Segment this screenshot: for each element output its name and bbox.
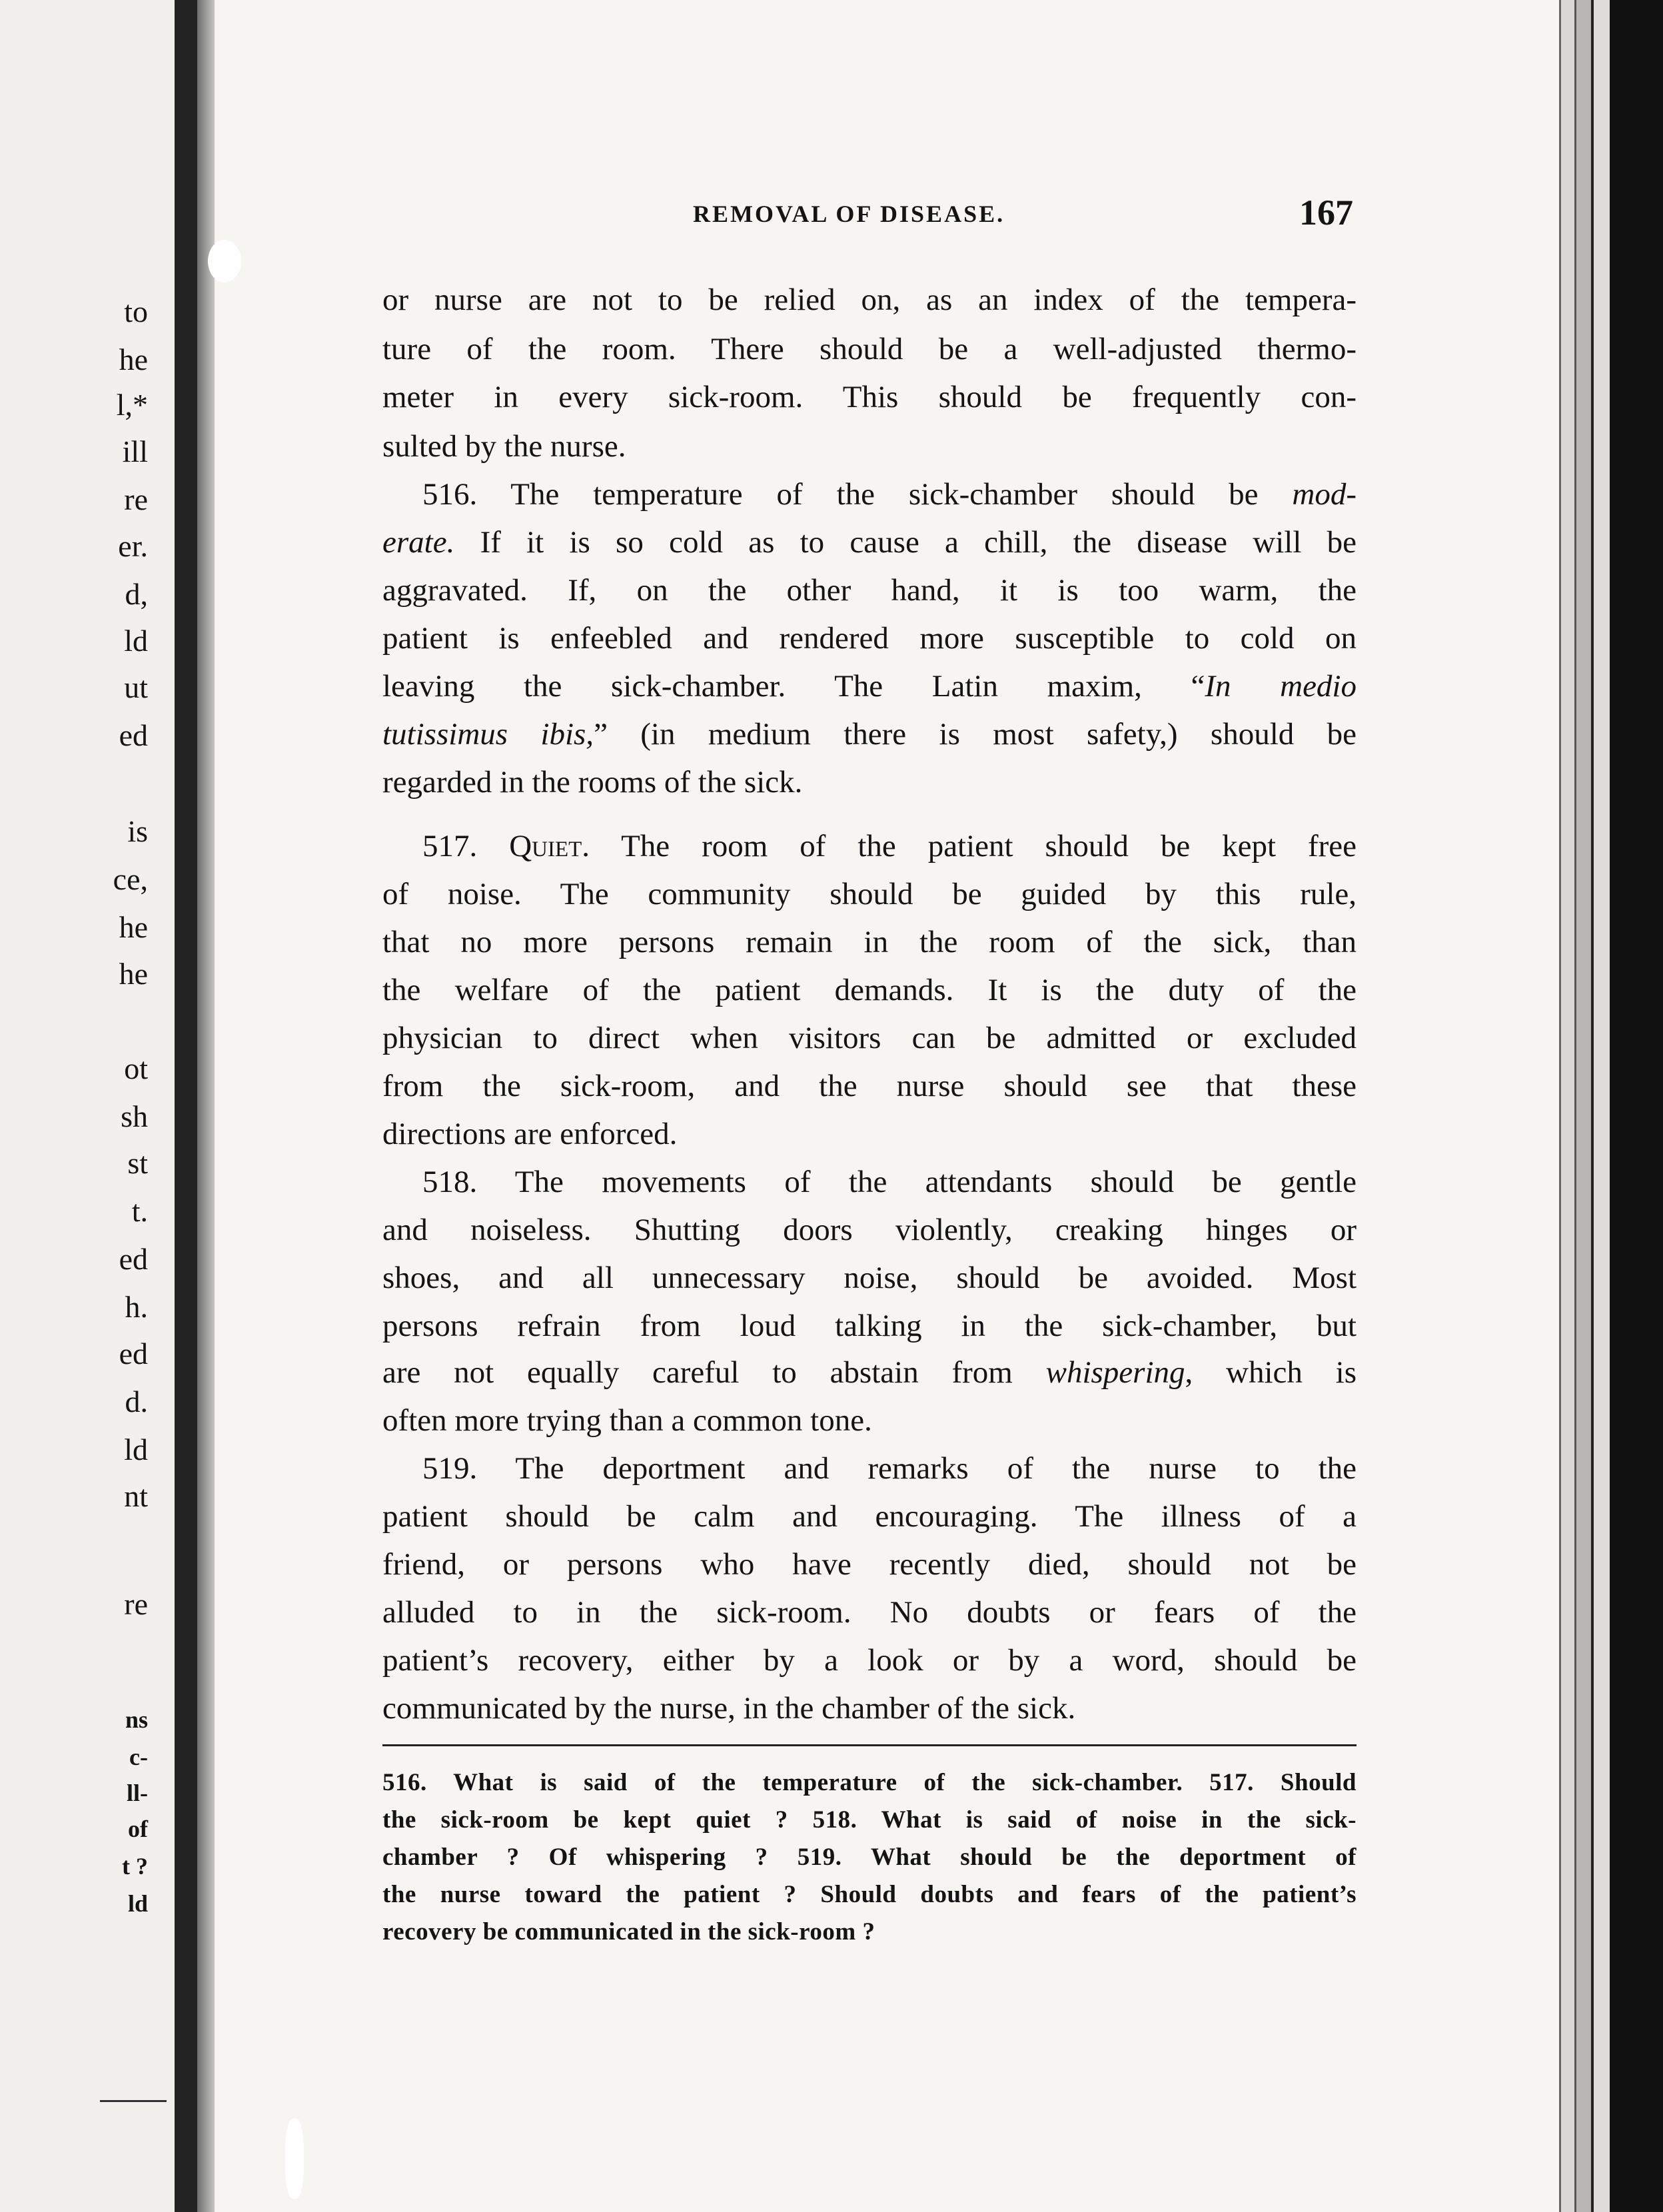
italic-phrase: tutissimus ibis, <box>382 717 594 752</box>
body-line: the welfare of the patient demands. It is the duty of the <box>382 973 1357 1007</box>
previous-page-fragment: l,* <box>116 388 148 422</box>
page-edge <box>1574 0 1591 2212</box>
question-line: chamber ? Of whispering ? 519. What should be the deportment of <box>382 1844 1357 1871</box>
previous-page-fragment: re <box>124 1587 148 1621</box>
previous-page-fragment: ed <box>119 1242 148 1276</box>
italic-phrase: whispering <box>1045 1355 1185 1390</box>
previous-page-fragment: d, <box>125 577 148 611</box>
previous-page-fragment: he <box>119 957 148 991</box>
previous-page-fragment: ill <box>122 434 148 468</box>
previous-page-fragment: d. <box>125 1384 148 1418</box>
body-line: often more trying than a common tone. <box>382 1403 872 1438</box>
previous-page-fragment: re <box>124 482 148 516</box>
body-line: meter in every sick-room. This should be frequently con- <box>382 380 1357 414</box>
previous-page-fragment: er. <box>118 529 148 563</box>
text-run: are not equally careful to abstain from <box>382 1355 1046 1390</box>
body-line: friend, or persons who have recently died, should not be <box>382 1547 1357 1582</box>
previous-page-edge <box>0 0 175 2212</box>
italic-phrase: In medio <box>1205 669 1357 704</box>
gutter-shadow <box>197 0 215 2212</box>
previous-page-fragment: ut <box>124 670 148 704</box>
text-run: 517. <box>422 829 510 863</box>
previous-page-fragment: ld <box>124 1432 148 1466</box>
previous-page-fragment: ce, <box>113 862 148 896</box>
body-line: 519. The deportment and remarks of the nurse to the <box>422 1451 1357 1486</box>
previous-page-fragment: st <box>127 1146 148 1180</box>
question-line: the sick-room be kept quiet ? 518. What is said of noise in the sick- <box>382 1806 1357 1834</box>
body-line: alluded to in the sick-room. No doubts or fears of the <box>382 1595 1357 1630</box>
previous-page-fragment: he <box>119 910 148 944</box>
previous-page-question-fragment: ld <box>127 1890 148 1917</box>
text-run: leaving the sick-chamber. The Latin maxim, “ <box>382 669 1205 704</box>
body-line <box>422 826 1357 866</box>
body-line <box>382 522 1357 562</box>
body-line: from the sick-room, and the nurse should see that these <box>382 1069 1357 1103</box>
body-line: patient is enfeebled and rendered more susceptible to cold on <box>382 621 1357 656</box>
previous-page-question-fragment: ll- <box>127 1780 148 1806</box>
previous-page-fragment: he <box>119 342 148 376</box>
previous-page-fragment: ot <box>124 1051 148 1085</box>
question-line: recovery be communicated in the sick-room ? <box>382 1918 875 1945</box>
body-line: ture of the room. There should be a well-adjusted thermo- <box>382 332 1357 366</box>
page-edge <box>1591 0 1610 2212</box>
body-line <box>422 474 1357 514</box>
text-run: 516. The temperature of the sick-chamber should be <box>422 477 1293 512</box>
body-line: sulted by the nurse. <box>382 429 626 464</box>
body-line: shoes, and all unnecessary noise, should be avoided. Most <box>382 1261 1357 1295</box>
question-line: the nurse toward the patient ? Should doubts and fears of the patient’s <box>382 1881 1357 1908</box>
body-line: persons refrain from loud talking in the sick-chamber, but <box>382 1309 1357 1343</box>
body-line <box>382 714 1357 754</box>
previous-page-fragment: h. <box>125 1290 148 1324</box>
body-line: communicated by the nurse, in the chamber of the sick. <box>382 1691 1076 1726</box>
section-heading: Quiet. <box>509 829 590 863</box>
book-gutter <box>175 0 197 2212</box>
previous-page-fragment: nt <box>124 1479 148 1513</box>
scan-background <box>1610 0 1663 2212</box>
body-line: of noise. The community should be guided by this rule, <box>382 877 1357 911</box>
previous-page-fragment: to <box>124 294 148 328</box>
body-line: patient should be calm and encouraging. The illness of a <box>382 1499 1357 1534</box>
footnote-rule <box>382 1744 1357 1746</box>
italic-phrase: erate. <box>382 525 455 560</box>
running-head: REMOVAL OF DISEASE. <box>693 201 1005 227</box>
previous-page-fragment: t. <box>131 1194 148 1228</box>
paper-blemish <box>208 240 241 282</box>
body-line: that no more persons remain in the room of the sick, than <box>382 925 1357 959</box>
body-line: or nurse are not to be relied on, as an index of the tempera- <box>382 282 1357 317</box>
body-line: directions are enforced. <box>382 1117 678 1151</box>
body-line: 518. The movements of the attendants should be gentle <box>422 1165 1357 1199</box>
text-run: ” (in medium there is most safety,) should be <box>594 717 1357 752</box>
previous-page-question-fragment: of <box>128 1816 148 1842</box>
previous-page-question-fragment: ns <box>125 1706 148 1733</box>
body-line: aggravated. If, on the other hand, it is too warm, the <box>382 573 1357 608</box>
page-number: 167 <box>1299 193 1353 233</box>
previous-page-question-fragment: c- <box>129 1744 148 1770</box>
previous-page-fragment: sh <box>121 1099 148 1133</box>
text-run: The room of the patient should be kept free <box>590 829 1357 863</box>
body-line: patient’s recovery, either by a look or by a word, should be <box>382 1643 1357 1678</box>
body-line: physician to direct when visitors can be admitted or excluded <box>382 1021 1357 1055</box>
body-line <box>382 1353 1357 1392</box>
text-run: , which is <box>1185 1355 1357 1390</box>
previous-page-fragment: ed <box>119 718 148 752</box>
previous-page-footnote-rule <box>100 2100 167 2102</box>
previous-page-fragment: ld <box>124 624 148 658</box>
italic-phrase: mod- <box>1292 477 1357 512</box>
previous-page-fragment: ed <box>119 1337 148 1371</box>
body-line: regarded in the rooms of the sick. <box>382 765 803 800</box>
previous-page-question-fragment: t ? <box>122 1853 148 1880</box>
page-edge <box>1559 0 1574 2212</box>
text-run: If it is so cold as to cause a chill, the disease will be <box>454 525 1357 560</box>
question-line: 516. What is said of the temperature of the sick-chamber. 517. Should <box>382 1769 1357 1796</box>
body-line: and noiseless. Shutting doors violently, creaking hinges or <box>382 1213 1357 1247</box>
previous-page-fragment: is <box>127 814 148 848</box>
paper-blemish <box>285 2119 304 2199</box>
body-line <box>382 666 1357 706</box>
